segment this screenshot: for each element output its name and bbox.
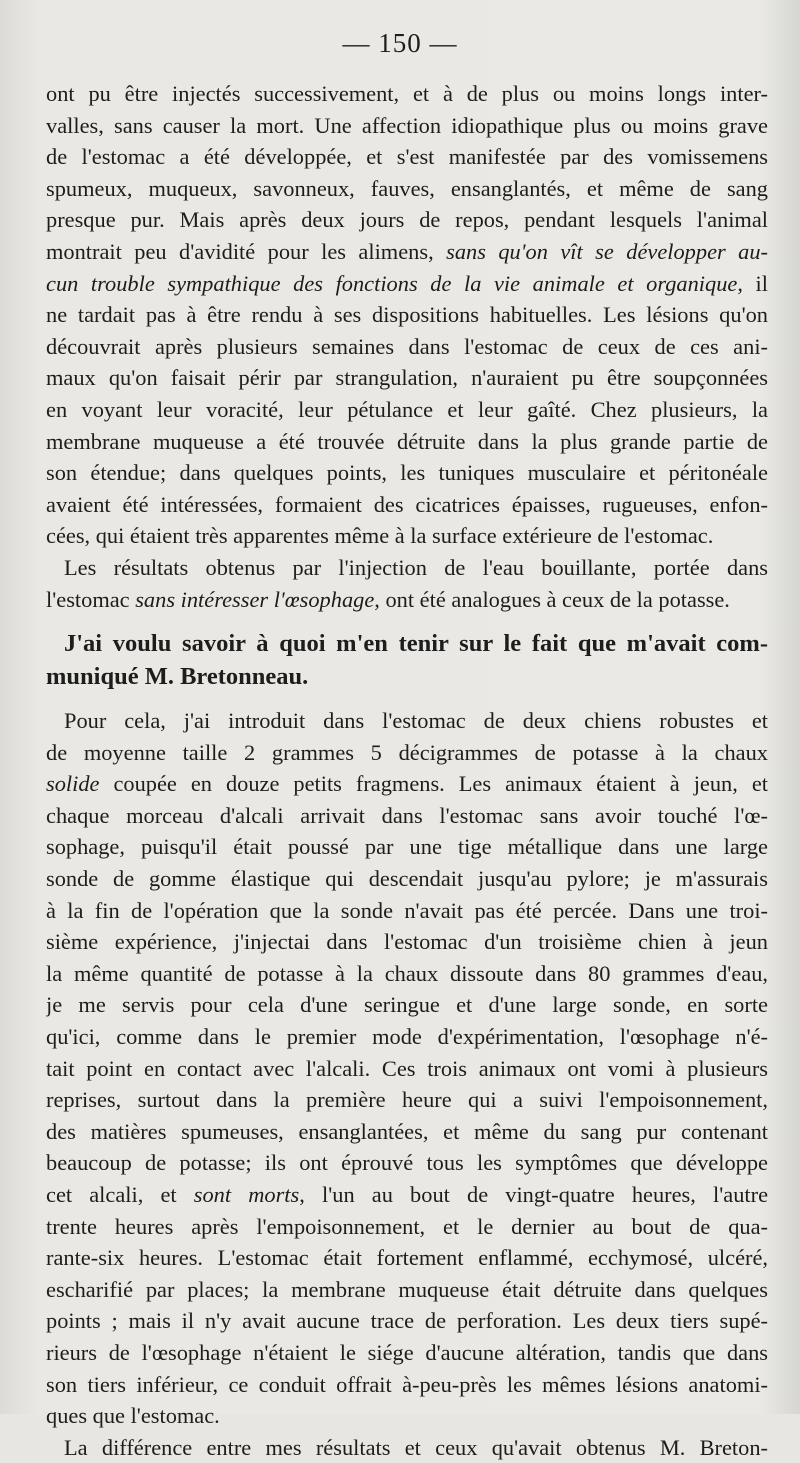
text-line [46, 705, 768, 737]
text-line [46, 1116, 768, 1148]
text-line [46, 426, 768, 458]
text-run: cées, qui étaient très apparentes même à la surface extérieure de l'estomac. [46, 523, 714, 549]
text-run: son étendue; dans quelques points, les tuniques musculaire et péritonéale [46, 460, 768, 486]
paragraph [46, 552, 768, 615]
text-line [46, 394, 768, 426]
text-line [46, 800, 768, 832]
text-line [46, 660, 768, 693]
paragraph [46, 78, 768, 552]
page-number: — 150 — [342, 28, 458, 58]
text-line [46, 520, 768, 552]
text-run: Pour cela, j'ai introduit dans l'estomac de deux chiens robustes et [64, 708, 768, 734]
text-line [46, 958, 768, 990]
text-run: beaucoup de potasse; ils ont éprouvé tous les symptômes que développe [46, 1150, 768, 1176]
text-run: montrait peu d'avidité pour les alimens, [46, 238, 447, 264]
italic-text: sans intéresser l'œsophage [135, 586, 375, 612]
section-heading [46, 627, 768, 693]
text-line [46, 1274, 768, 1306]
text-line [46, 489, 768, 521]
text-run: La différence entre mes résultats et ceux qu'avait obtenus M. Breton- [64, 1434, 768, 1460]
text-run: muniqué M. Bretonneau. [46, 663, 309, 691]
text-line [46, 863, 768, 895]
text-line [46, 627, 768, 660]
text-run: à la fin de l'opération que la sonde n'avait pas été percée. Dans une troi- [46, 897, 768, 923]
text-run: valles, sans causer la mort. Une affection idiopathique plus ou moins grave [46, 112, 768, 138]
text-line [46, 173, 768, 205]
text-line [46, 1369, 768, 1401]
text-run: , ont été analogues à ceux de la potasse. [374, 586, 730, 612]
text-run: cet alcali, et [46, 1182, 194, 1207]
text-line [46, 1337, 768, 1369]
text-run: trente heures après l'empoisonnement, et le dernier au bout de qua- [46, 1213, 768, 1239]
italic-text: cun trouble sympathique des fonctions de la vie animale et organique [46, 270, 738, 296]
paragraph [46, 1432, 768, 1463]
text-line [46, 1400, 768, 1432]
text-run: ques que l'estomac. [46, 1403, 220, 1429]
text-run: de moyenne taille 2 grammes 5 décigrammes de potasse à la chaux [46, 739, 768, 765]
text-line [46, 1305, 768, 1337]
text-run: maux qu'on faisait périr par strangulation, n'auraient pu être soupçonnées [46, 365, 768, 391]
text-line [46, 584, 768, 616]
text-line [46, 552, 768, 584]
text-line [46, 78, 768, 110]
text-line [46, 1211, 768, 1243]
text-run: , il [737, 270, 768, 296]
text-line [46, 457, 768, 489]
text-run: sième expérience, j'injectai dans l'estomac d'un troisième chien à jeun [46, 929, 768, 955]
text-line [46, 1242, 768, 1274]
text-run: l'estomac [46, 586, 136, 612]
text-line [46, 895, 768, 927]
text-run: qu'ici, comme dans le premier mode d'expérimentation, l'œsophage n'é- [46, 1024, 768, 1050]
text-line [46, 204, 768, 236]
text-run: ne tardait pas à être rendu à ses dispositions habituelles. Les lésions qu'on [46, 302, 768, 328]
paragraph [46, 705, 768, 1432]
text-line [46, 141, 768, 173]
text-line [46, 1053, 768, 1085]
text-line [46, 1021, 768, 1053]
italic-text: solide [46, 771, 100, 797]
text-line [46, 989, 768, 1021]
text-line [46, 831, 768, 863]
text-run: je me servis pour cela d'une seringue et d'une large sonde, en sorte [46, 992, 768, 1018]
text-run: membrane muqueuse a été trouvée détruite dans la plus grande partie de [46, 428, 768, 454]
text-run: spumeux, muqueux, savonneux, fauves, ensanglantés, et même de sang [46, 175, 768, 201]
text-run: , l'un au bout de vingt-quatre heures, l'autre [299, 1182, 768, 1207]
text-run: rieurs de l'œsophage n'étaient le siége d'aucune altération, tandis que dans [46, 1339, 768, 1365]
text-line [46, 926, 768, 958]
text-line [46, 362, 768, 394]
text-run: tait point en contact avec l'alcali. Ces trois animaux ont vomi à plusieurs [46, 1055, 768, 1081]
text-run: découvrait après plusieurs semaines dans l'estomac de ceux de ces ani- [46, 333, 768, 359]
text-run: escharifié par places; la membrane muqueuse était détruite dans quelques [46, 1276, 768, 1302]
text-run: reprises, surtout dans la première heure qui a suivi l'empoisonnement, [46, 1087, 768, 1113]
italic-text: sans qu'on vît se développer au- [446, 238, 768, 264]
text-run: sonde de gomme élastique qui descendait jusqu'au pylore; je m'assurais [46, 866, 768, 892]
text-run: coupée en douze petits fragmens. Les animaux étaient à jeun, et [99, 771, 768, 797]
text-line [46, 737, 768, 769]
spacer [46, 615, 768, 627]
text-run: des matières spumeuses, ensanglantées, et même du sang pur contenant [46, 1118, 768, 1144]
text-run: sophage, puisqu'il était poussé par une tige métallique dans une large [46, 834, 768, 860]
text-line [46, 331, 768, 363]
text-run: J'ai voulu savoir à quoi m'en tenir sur le fait que m'avait com- [64, 630, 768, 658]
text-run: avaient été intéressées, formaient des cicatrices épaisses, rugueuses, enfon- [46, 491, 768, 517]
text-run: points ; mais il n'y avait aucune trace de perforation. Les deux tiers supé- [46, 1308, 768, 1334]
text-run: presque pur. Mais après deux jours de repos, pendant lesquels l'animal [46, 207, 768, 233]
text-run: Les résultats obtenus par l'injection de l'eau bouillante, portée dans [64, 554, 768, 580]
text-line [46, 1432, 768, 1463]
text-line [46, 768, 768, 800]
text-line [46, 268, 768, 300]
text-run: la même quantité de potasse à la chaux dissoute dans 80 grammes d'eau, [46, 960, 768, 986]
text-line [46, 110, 768, 142]
text-run: en voyant leur voracité, leur pétulance et leur gaîté. Chez plusieurs, la [46, 396, 768, 422]
italic-text: sont morts [193, 1182, 300, 1207]
text-run: rante-six heures. L'estomac était fortement enflammé, ecchymosé, ulcéré, [46, 1245, 768, 1271]
text-line [46, 1179, 768, 1211]
page-body [46, 78, 768, 1463]
text-line [46, 299, 768, 331]
spacer [46, 693, 768, 705]
text-run: son tiers inférieur, ce conduit offrait à-peu-près les mêmes lésions anatomi- [46, 1371, 768, 1397]
text-run: chaque morceau d'alcali arrivait dans l'estomac sans avoir touché l'œ- [46, 802, 768, 828]
text-run: de l'estomac a été développée, et s'est manifestée par des vomissemens [46, 144, 768, 170]
text-line [46, 1147, 768, 1179]
text-line [46, 1084, 768, 1116]
text-line [46, 236, 768, 268]
text-run: ont pu être injectés successivement, et à de plus ou moins longs inter- [46, 81, 768, 106]
